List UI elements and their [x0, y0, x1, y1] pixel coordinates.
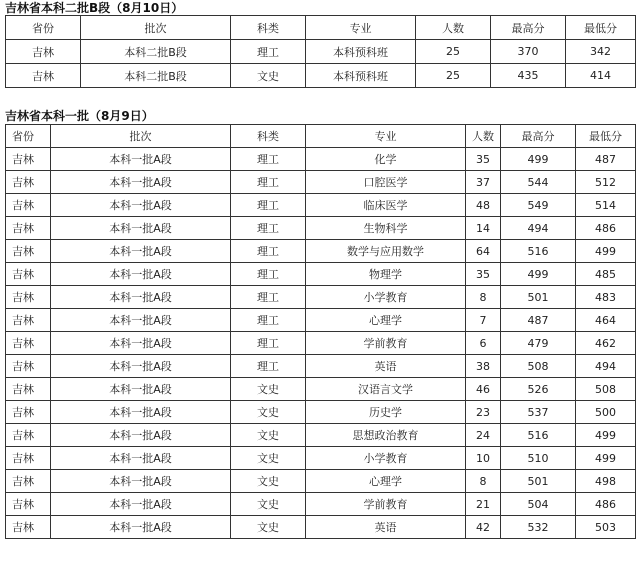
cell-major: 英语 — [306, 516, 466, 539]
cell-max-score: 532 — [501, 516, 576, 539]
cell-category: 文史 — [231, 424, 306, 447]
cell-batch: 本科一批A段 — [51, 470, 231, 493]
table-row — [6, 240, 636, 263]
cell-major: 物理学 — [306, 263, 466, 286]
cell-major: 英语 — [306, 355, 466, 378]
table-row — [6, 217, 636, 240]
table-header-row — [6, 125, 636, 148]
cell-major: 临床医学 — [306, 194, 466, 217]
cell-count: 24 — [466, 424, 501, 447]
cell-batch: 本科一批A段 — [51, 355, 231, 378]
cell-category: 文史 — [231, 493, 306, 516]
cell-max-score: 549 — [501, 194, 576, 217]
cell-min-score: 499 — [576, 240, 636, 263]
cell-province: 吉林 — [6, 447, 51, 470]
cell-category: 文史 — [231, 470, 306, 493]
cell-province: 吉林 — [6, 64, 81, 88]
table-row — [6, 378, 636, 401]
cell-category: 理工 — [231, 286, 306, 309]
table-row — [6, 332, 636, 355]
cell-min-score: 499 — [576, 424, 636, 447]
cell-major: 心理学 — [306, 470, 466, 493]
cell-batch: 本科一批A段 — [51, 286, 231, 309]
cell-category: 理工 — [231, 240, 306, 263]
table-row — [6, 263, 636, 286]
cell-batch: 本科一批A段 — [51, 516, 231, 539]
cell-major: 小学教育 — [306, 447, 466, 470]
cell-min-score: 486 — [576, 493, 636, 516]
cell-min-score: 342 — [566, 40, 636, 64]
cell-category: 理工 — [231, 194, 306, 217]
cell-province: 吉林 — [6, 424, 51, 447]
header-max-score: 最高分 — [501, 125, 576, 148]
cell-min-score: 414 — [566, 64, 636, 88]
cell-province: 吉林 — [6, 286, 51, 309]
cell-province: 吉林 — [6, 148, 51, 171]
cell-count: 21 — [466, 493, 501, 516]
cell-min-score: 464 — [576, 309, 636, 332]
cell-count: 14 — [466, 217, 501, 240]
cell-count: 35 — [466, 148, 501, 171]
cell-major: 本科预科班 — [306, 64, 416, 88]
cell-count: 46 — [466, 378, 501, 401]
cell-max-score: 526 — [501, 378, 576, 401]
cell-min-score: 512 — [576, 171, 636, 194]
cell-min-score: 494 — [576, 355, 636, 378]
table-row — [6, 447, 636, 470]
table-row — [6, 40, 636, 64]
cell-category: 理工 — [231, 332, 306, 355]
header-category: 科类 — [231, 16, 306, 40]
cell-major: 口腔医学 — [306, 171, 466, 194]
cell-category: 理工 — [231, 171, 306, 194]
cell-province: 吉林 — [6, 263, 51, 286]
cell-min-score: 486 — [576, 217, 636, 240]
cell-max-score: 494 — [501, 217, 576, 240]
cell-category: 理工 — [231, 217, 306, 240]
cell-batch: 本科一批A段 — [51, 240, 231, 263]
cell-max-score: 516 — [501, 240, 576, 263]
cell-major: 心理学 — [306, 309, 466, 332]
cell-province: 吉林 — [6, 401, 51, 424]
table-row — [6, 401, 636, 424]
table-row — [6, 64, 636, 88]
header-major: 专业 — [306, 125, 466, 148]
cell-count: 7 — [466, 309, 501, 332]
cell-batch: 本科二批B段 — [81, 64, 231, 88]
cell-batch: 本科一批A段 — [51, 171, 231, 194]
table-header-row — [6, 16, 636, 40]
cell-count: 8 — [466, 470, 501, 493]
cell-province: 吉林 — [6, 217, 51, 240]
cell-category: 文史 — [231, 64, 306, 88]
cell-count: 37 — [466, 171, 501, 194]
cell-category: 文史 — [231, 401, 306, 424]
cell-min-score: 485 — [576, 263, 636, 286]
header-count: 人数 — [416, 16, 491, 40]
cell-batch: 本科一批A段 — [51, 148, 231, 171]
cell-province: 吉林 — [6, 40, 81, 64]
header-province: 省份 — [6, 125, 51, 148]
header-min-score: 最低分 — [566, 16, 636, 40]
header-batch: 批次 — [81, 16, 231, 40]
cell-max-score: 487 — [501, 309, 576, 332]
cell-province: 吉林 — [6, 470, 51, 493]
cell-batch: 本科二批B段 — [81, 40, 231, 64]
cell-count: 42 — [466, 516, 501, 539]
cell-min-score: 500 — [576, 401, 636, 424]
table-row — [6, 194, 636, 217]
cell-major: 本科预科班 — [306, 40, 416, 64]
cell-count: 10 — [466, 447, 501, 470]
cell-province: 吉林 — [6, 516, 51, 539]
table-row — [6, 424, 636, 447]
cell-count: 25 — [416, 40, 491, 64]
cell-major: 小学教育 — [306, 286, 466, 309]
cell-batch: 本科一批A段 — [51, 378, 231, 401]
batch1a-table — [5, 124, 636, 539]
cell-min-score: 462 — [576, 332, 636, 355]
cell-province: 吉林 — [6, 309, 51, 332]
cell-max-score: 537 — [501, 401, 576, 424]
cell-max-score: 499 — [501, 263, 576, 286]
cell-max-score: 501 — [501, 470, 576, 493]
cell-min-score: 487 — [576, 148, 636, 171]
cell-province: 吉林 — [6, 171, 51, 194]
header-batch: 批次 — [51, 125, 231, 148]
cell-category: 理工 — [231, 40, 306, 64]
cell-category: 理工 — [231, 263, 306, 286]
cell-min-score: 499 — [576, 447, 636, 470]
cell-count: 64 — [466, 240, 501, 263]
section1-title: 吉林省本科二批B段（8月10日） — [5, 1, 184, 15]
table-row — [6, 355, 636, 378]
cell-count: 23 — [466, 401, 501, 424]
header-category: 科类 — [231, 125, 306, 148]
cell-province: 吉林 — [6, 493, 51, 516]
cell-max-score: 501 — [501, 286, 576, 309]
cell-major: 汉语言文学 — [306, 378, 466, 401]
cell-batch: 本科一批A段 — [51, 424, 231, 447]
cell-batch: 本科一批A段 — [51, 401, 231, 424]
cell-batch: 本科一批A段 — [51, 217, 231, 240]
cell-min-score: 483 — [576, 286, 636, 309]
cell-province: 吉林 — [6, 332, 51, 355]
cell-min-score: 508 — [576, 378, 636, 401]
header-max-score: 最高分 — [491, 16, 566, 40]
cell-major: 生物科学 — [306, 217, 466, 240]
batch2b-table — [5, 15, 636, 88]
cell-category: 文史 — [231, 447, 306, 470]
cell-min-score: 503 — [576, 516, 636, 539]
cell-major: 学前教育 — [306, 332, 466, 355]
cell-category: 文史 — [231, 516, 306, 539]
cell-count: 35 — [466, 263, 501, 286]
cell-max-score: 516 — [501, 424, 576, 447]
cell-max-score: 479 — [501, 332, 576, 355]
cell-max-score: 504 — [501, 493, 576, 516]
cell-count: 8 — [466, 286, 501, 309]
cell-batch: 本科一批A段 — [51, 493, 231, 516]
cell-batch: 本科一批A段 — [51, 332, 231, 355]
cell-max-score: 370 — [491, 40, 566, 64]
cell-batch: 本科一批A段 — [51, 263, 231, 286]
table-row — [6, 309, 636, 332]
cell-category: 理工 — [231, 148, 306, 171]
cell-batch: 本科一批A段 — [51, 447, 231, 470]
cell-province: 吉林 — [6, 194, 51, 217]
cell-category: 理工 — [231, 309, 306, 332]
section2-title: 吉林省本科一批（8月9日） — [5, 109, 154, 123]
cell-major: 思想政治教育 — [306, 424, 466, 447]
header-count: 人数 — [466, 125, 501, 148]
cell-major: 数学与应用数学 — [306, 240, 466, 263]
header-min-score: 最低分 — [576, 125, 636, 148]
cell-count: 25 — [416, 64, 491, 88]
cell-major: 化学 — [306, 148, 466, 171]
cell-province: 吉林 — [6, 355, 51, 378]
table-row — [6, 286, 636, 309]
cell-max-score: 508 — [501, 355, 576, 378]
cell-province: 吉林 — [6, 240, 51, 263]
table-row — [6, 516, 636, 539]
cell-province: 吉林 — [6, 378, 51, 401]
cell-max-score: 544 — [501, 171, 576, 194]
table-row — [6, 148, 636, 171]
cell-count: 48 — [466, 194, 501, 217]
header-major: 专业 — [306, 16, 416, 40]
table-row — [6, 493, 636, 516]
cell-category: 理工 — [231, 355, 306, 378]
cell-min-score: 514 — [576, 194, 636, 217]
cell-category: 文史 — [231, 378, 306, 401]
header-province: 省份 — [6, 16, 81, 40]
cell-count: 6 — [466, 332, 501, 355]
cell-major: 历史学 — [306, 401, 466, 424]
cell-batch: 本科一批A段 — [51, 309, 231, 332]
table-row — [6, 171, 636, 194]
cell-major: 学前教育 — [306, 493, 466, 516]
cell-batch: 本科一批A段 — [51, 194, 231, 217]
table-row — [6, 470, 636, 493]
cell-max-score: 510 — [501, 447, 576, 470]
cell-count: 38 — [466, 355, 501, 378]
cell-min-score: 498 — [576, 470, 636, 493]
cell-max-score: 499 — [501, 148, 576, 171]
cell-max-score: 435 — [491, 64, 566, 88]
